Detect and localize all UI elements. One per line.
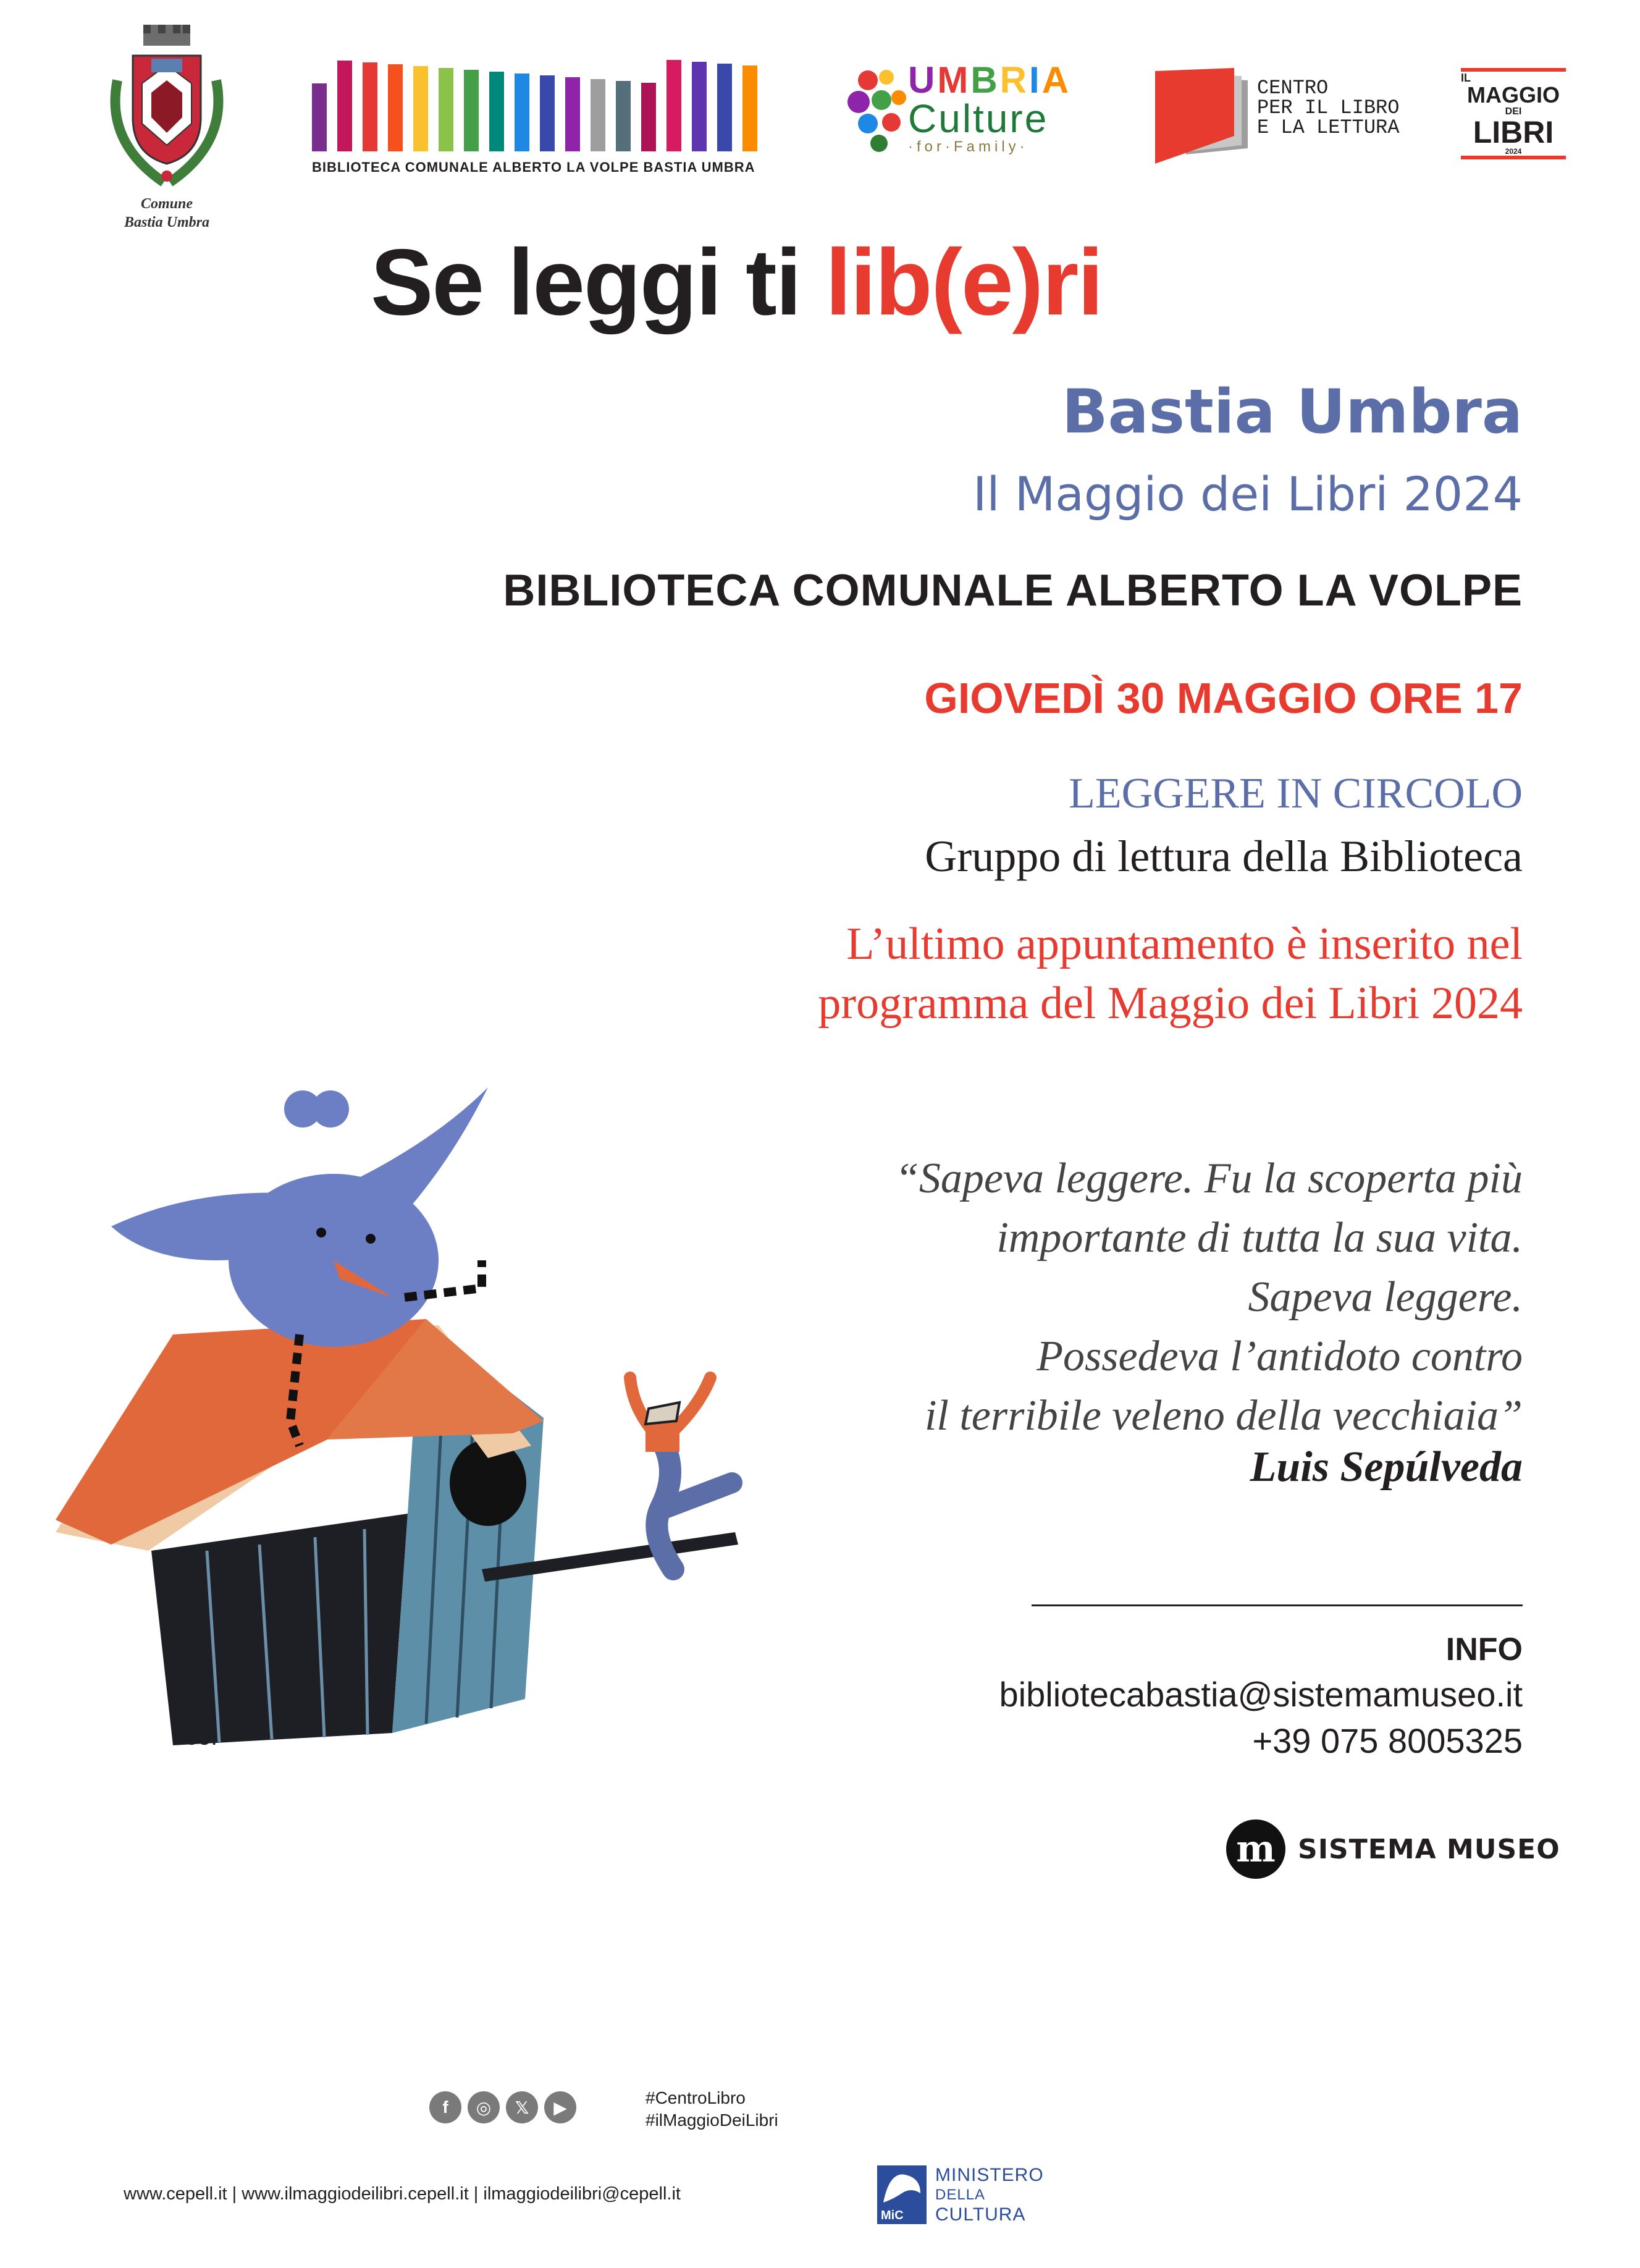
maggio-badge-libri: LIBRI [1473, 115, 1554, 150]
biblioteca-bar [439, 68, 453, 151]
ministero-line1: MINISTERO [935, 2165, 1044, 2185]
ministero-line2: DELLA [935, 2186, 986, 2203]
quote-line: Possedeva l’antidoto contro [1037, 1333, 1523, 1380]
biblioteca-bar [717, 64, 732, 151]
umbria-letter: A [1041, 59, 1072, 101]
cepell-logo [1155, 65, 1427, 170]
biblioteca-bar [337, 61, 352, 151]
umbria-letter: R [999, 59, 1030, 101]
hashtag-centrolibro[interactable]: #CentroLibro [645, 2088, 746, 2107]
sistema-museo-label: SISTEMA MUSEO [1298, 1833, 1560, 1865]
quote-block [895, 1149, 1523, 1446]
mic-mark-icon: MiC [877, 2165, 927, 2224]
comune-label-line2: Bastia Umbra [124, 214, 210, 230]
main-title [371, 229, 1103, 337]
main-title-part2: lib(e)ri [825, 230, 1103, 335]
umbria-family-word: ·for·Family· [908, 138, 1028, 155]
cepell-line1: CENTRO [1257, 77, 1329, 99]
umbria-word [908, 59, 1072, 101]
biblioteca-bar [591, 79, 605, 151]
hashtag-maggiodeilibri[interactable]: #ilMaggioDeiLibri [645, 2110, 778, 2130]
program-note-line2: programma del Maggio dei Libri 2024 [818, 978, 1523, 1029]
library-name: BIBLIOTECA COMUNALE ALBERTO LA VOLPE [503, 566, 1523, 615]
info-divider [1032, 1604, 1523, 1606]
instagram-icon[interactable]: ◎ [468, 2091, 500, 2123]
info-label: INFO [1445, 1632, 1523, 1667]
footer-links[interactable]: www.cepell.it | www.ilmaggiodeilibri.cepell.it | ilmaggiodeilibri@cepell.it [124, 2184, 681, 2204]
quote-author: Luis Sepúlveda [1250, 1443, 1523, 1491]
quote-line: importante di tutta la sua vita. [996, 1214, 1523, 1262]
youtube-icon[interactable]: ▶ [544, 2091, 576, 2123]
biblioteca-bar [413, 66, 428, 151]
maggio-badge-year: 2024 [1505, 147, 1522, 156]
maggio-badge-maggio: MAGGIO [1467, 82, 1560, 107]
cepell-book-icon [1155, 65, 1248, 170]
event-date-time: GIOVEDÌ 30 MAGGIO ORE 17 [924, 674, 1523, 722]
bird-on-birdhouse-icon [56, 1075, 766, 1767]
maggio-badge-dei: DEI [1505, 106, 1522, 117]
birdhouse-illustration [56, 1075, 766, 1767]
hashtags [645, 2087, 778, 2131]
biblioteca-bar [742, 65, 757, 151]
biblioteca-bar [641, 83, 656, 151]
event-description: Gruppo di lettura della Biblioteca [925, 832, 1523, 881]
main-title-part1: Se leggi ti [371, 230, 826, 335]
cepell-line2: PER IL LIBRO [1257, 96, 1400, 119]
umbria-letter: I [1029, 59, 1042, 101]
location-heading: Bastia Umbra [1061, 377, 1523, 447]
biblioteca-bar [489, 72, 504, 151]
maggio-dei-libri-badge [1461, 68, 1566, 161]
biblioteca-bar [692, 62, 707, 151]
umbria-faces-icon [843, 62, 911, 154]
x-icon[interactable]: 𝕏 [506, 2091, 538, 2123]
biblioteca-bar [540, 75, 555, 151]
social-icons [429, 2091, 576, 2123]
umbria-culture-word: Culture [908, 96, 1049, 141]
cepell-line3: E LA LETTURA [1257, 116, 1400, 139]
biblioteca-bar [616, 81, 631, 151]
ministero-logo [877, 2165, 1044, 2225]
event-series-heading: Il Maggio dei Libri 2024 [973, 466, 1523, 521]
sistema-museo-logo [1226, 1819, 1560, 1879]
program-note-line1: L’ultimo appuntamento è inserito nel [846, 919, 1523, 969]
illustration-signature: COI [185, 1730, 218, 1748]
biblioteca-bar [363, 62, 377, 151]
event-name: LEGGERE IN CIRCOLO [1069, 770, 1523, 817]
crest-icon [99, 25, 235, 192]
biblioteca-bar [388, 64, 403, 151]
biblioteca-logo-caption: BIBLIOTECA COMUNALE ALBERTO LA VOLPE BASTIA UMBRA [312, 159, 755, 175]
program-note [818, 914, 1523, 1033]
info-email[interactable]: bibliotecabastia@sistemamuseo.it [999, 1675, 1523, 1714]
biblioteca-bar [464, 70, 479, 151]
maggio-badge-il: IL [1461, 72, 1471, 84]
biblioteca-bar [312, 83, 327, 151]
biblioteca-bar [515, 74, 529, 151]
quote-line: il terribile veleno della vecchiaia” [924, 1392, 1523, 1440]
biblioteca-logo [312, 59, 769, 182]
facebook-icon[interactable]: f [429, 2091, 461, 2123]
umbria-letter: B [970, 59, 1000, 101]
biblioteca-bars-icon [312, 59, 769, 151]
quote-line: Sapeva leggere. [1248, 1273, 1523, 1321]
ministero-line3: CULTURA [935, 2204, 1026, 2225]
umbria-letter: U [908, 59, 938, 101]
umbria-culture-logo [843, 59, 1090, 167]
info-phone[interactable]: +39 075 8005325 [1252, 1721, 1523, 1760]
biblioteca-bar [565, 77, 580, 151]
quote-line: “Sapeva leggere. Fu la scoperta più [894, 1155, 1523, 1202]
umbria-letter: M [937, 59, 971, 101]
biblioteca-bar [667, 60, 681, 151]
comune-crest [99, 25, 235, 229]
comune-label-line1: Comune [140, 196, 193, 212]
sistema-museo-mark-icon: m [1226, 1819, 1285, 1879]
